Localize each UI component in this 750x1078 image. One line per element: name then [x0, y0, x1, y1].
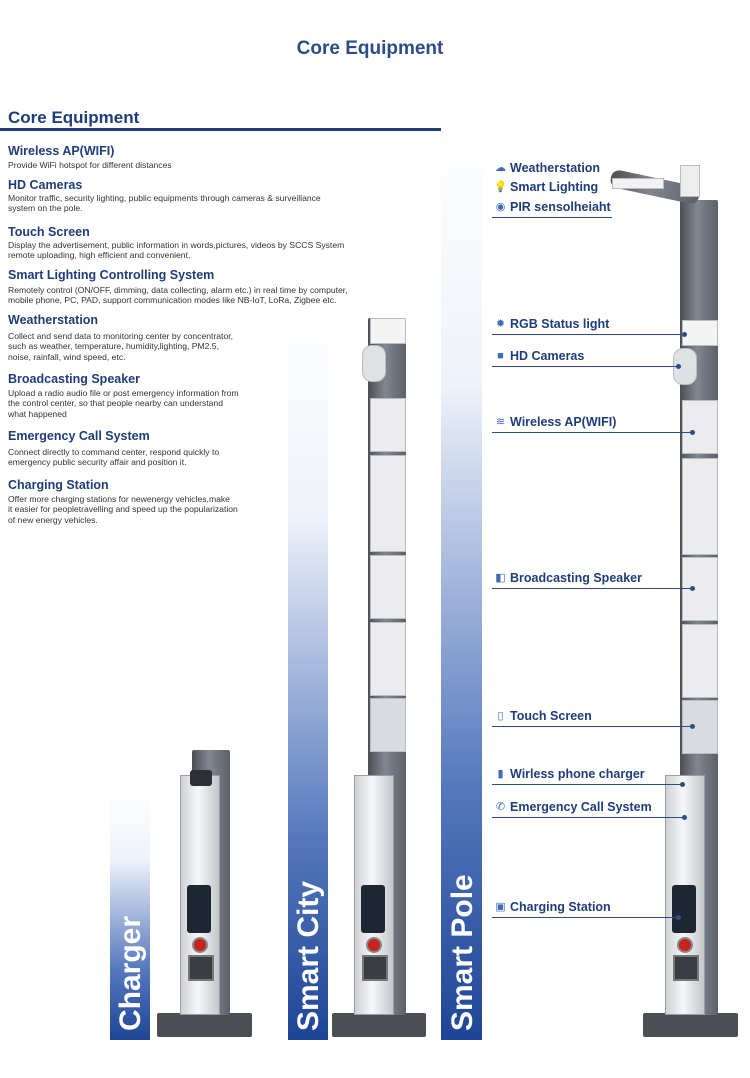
smart-pole-touch-screen — [682, 700, 718, 754]
smart-city-base — [332, 1013, 426, 1037]
charger-emergency-button — [192, 937, 208, 953]
band-label-smart-city: Smart City — [292, 880, 325, 1031]
smart-city-speaker-slot — [370, 555, 406, 619]
callout-label: HD Cameras — [510, 349, 585, 363]
callout-label: Touch Screen — [510, 709, 592, 723]
phone-charger-icon: ▮ — [497, 768, 504, 780]
smart-city-socket — [362, 955, 388, 981]
emergency-call-icon: ✆ — [495, 801, 506, 813]
smart-city-emergency-button — [366, 937, 382, 953]
smart-pole-display — [672, 885, 696, 933]
camera-icon: ■ — [497, 350, 504, 362]
wifi-icon: ≋ — [495, 416, 506, 428]
callout-label: Smart Lighting — [510, 180, 599, 194]
smart-city-camera — [362, 345, 386, 382]
callout-label: RGB Status light — [510, 317, 610, 331]
feature-title: Broadcasting Speaker — [8, 372, 140, 386]
callout-label: Wirless phone charger — [510, 767, 645, 781]
feature-desc: Provide WiFi hotspot for different distances — [8, 160, 172, 170]
pir-sensor-icon: ◉ — [495, 201, 506, 213]
smart-city-blank-slot-2 — [370, 622, 406, 696]
weatherstation-icon: ☁ — [495, 162, 506, 174]
section-title: Core Equipment — [8, 108, 140, 127]
callout-label: Charging Station — [510, 900, 611, 914]
smart-pole-socket — [673, 955, 699, 981]
smart-pole-wifi-slot — [682, 400, 718, 454]
touch-screen-icon: ▯ — [497, 710, 504, 722]
band-label-charger: Charger — [114, 915, 147, 1031]
smart-city-blank-slot — [370, 455, 406, 552]
status-light-icon: ✹ — [495, 318, 506, 330]
callout-label: Broadcasting Speaker — [510, 571, 642, 585]
speaker-icon: ◧ — [495, 572, 506, 584]
feature-desc: Remotely control (ON/OFF, dimming, data collecting, alarm etc.) in real time by computer, mobile phone, PC, PAD, support communication modes like NB-IoT, LoRa, Zigbee etc. — [8, 285, 348, 306]
feature-title: Weatherstation — [8, 313, 99, 327]
smart-pole-weatherstation — [680, 165, 700, 197]
feature-desc: Upload a radio audio file or post emergency information from the control center, so that people nearby can understand what happened — [8, 388, 239, 419]
page-title: Core Equipment — [296, 38, 444, 59]
feature-title: Wireless AP(WIFI) — [8, 144, 115, 158]
feature-title: Touch Screen — [8, 225, 90, 239]
feature-title: Smart Lighting Controlling System — [8, 268, 215, 282]
smart-city-display — [361, 885, 385, 933]
charger-socket — [188, 955, 214, 981]
smart-city-touch-screen — [370, 698, 406, 752]
callout-label: Emergency Call System — [510, 800, 652, 814]
charger-top-screen — [190, 770, 212, 786]
callout-label: Wireless AP(WIFI) — [510, 415, 617, 429]
charging-station-icon: ▣ — [495, 901, 506, 913]
smart-city-status-light — [370, 318, 406, 344]
callout-label: PIR sensolheiaht — [510, 200, 611, 214]
band-label-smart-pole: Smart Pole — [446, 874, 479, 1031]
feature-desc: Collect and send data to monitoring center by concentrator, such as weather, temperature, humidity,lighting, PM2.5, noise, rainfall, wind speed, etc. — [8, 331, 234, 362]
charger-display — [187, 885, 211, 933]
feature-desc: Display the advertisement, public information in words,pictures, videos by SCCS System remote uploading, high efficient and convenient. — [8, 240, 345, 261]
smart-lighting-icon: 💡 — [493, 181, 508, 193]
smart-city-wifi-slot — [370, 398, 406, 452]
smart-pole-blank-slot — [682, 458, 718, 555]
feature-title: HD Cameras — [8, 178, 83, 192]
feature-title: Charging Station — [8, 478, 109, 492]
smart-pole-lamp-head — [612, 178, 664, 189]
feature-desc: Offer more charging stations for newenergy vehicles,make it easier for peopletravelling and speed up the popularization of new energy vehicles. — [8, 494, 238, 525]
feature-desc: Connect directly to command center, respond quickly to emergency public security affair and position it. — [8, 447, 220, 468]
callout-label: Weatherstation — [510, 161, 601, 175]
charger-base — [157, 1013, 252, 1037]
section-divider — [0, 128, 441, 131]
smart-pole-status-light — [682, 320, 718, 346]
smart-pole-blank-slot-2 — [682, 624, 718, 698]
smart-pole-emergency-button — [677, 937, 693, 953]
feature-desc: Monitor traffic, security lighting, public equipments through cameras & surveillance system on the pole. — [8, 193, 321, 214]
smart-pole-speaker-slot — [682, 557, 718, 621]
feature-title: Emergency Call System — [8, 429, 150, 443]
smart-pole-base — [643, 1013, 738, 1037]
